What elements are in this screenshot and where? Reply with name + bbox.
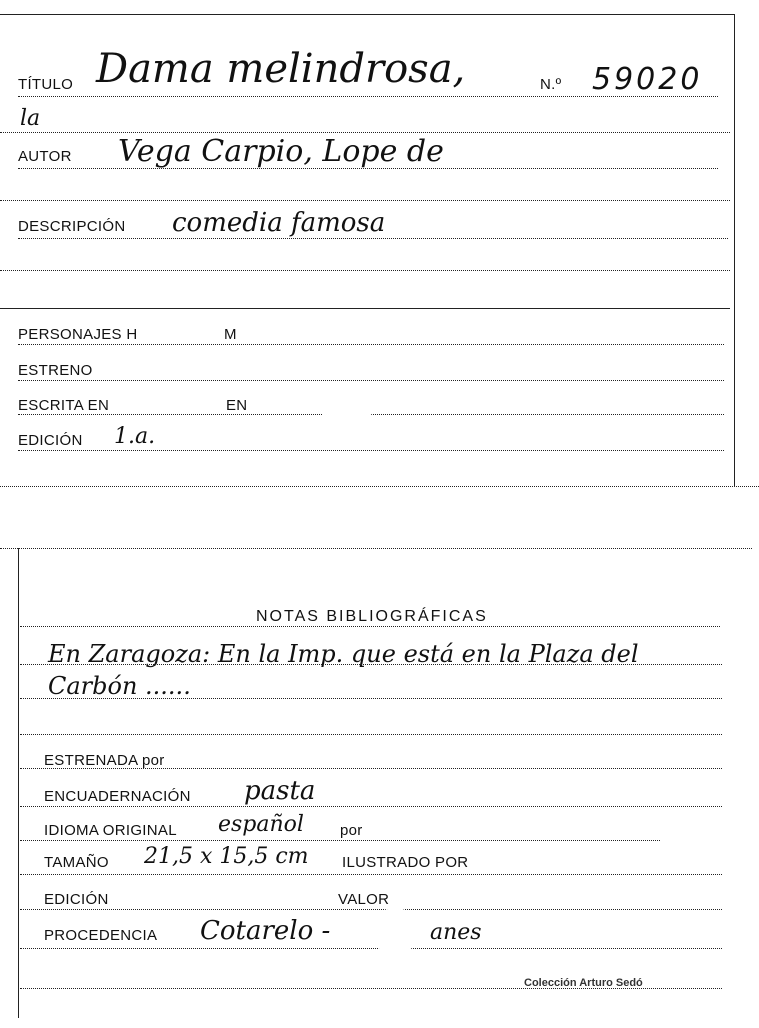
catalog-card-front: [0, 0, 759, 500]
blank-rule-3: [0, 308, 730, 309]
card-top-edge: [0, 14, 735, 15]
notas-rule-3: [20, 734, 722, 735]
notas-rule-2: [20, 698, 722, 699]
edicion-back-label: EDICIÓN: [44, 891, 109, 908]
heading-rule: [20, 626, 720, 627]
punch-hole: [370, 908, 420, 954]
punch-hole: [322, 386, 372, 432]
descripcion-label: DESCRIPCIÓN: [18, 218, 126, 235]
encuadernacion-label: ENCUADERNACIÓN: [44, 788, 191, 805]
edicion-back-rule: [20, 909, 722, 910]
articulo-rule: [0, 132, 730, 133]
card-bottom-edge: [0, 486, 759, 487]
idioma-rule: [20, 840, 660, 841]
card-top-edge: [0, 548, 752, 549]
numero-value: 59020: [592, 62, 703, 97]
notas-line-2: Carbón ......: [48, 672, 191, 700]
estrenada-rule: [20, 768, 722, 769]
edicion-label: EDICIÓN: [18, 432, 83, 449]
estrenada-label: ESTRENADA por: [44, 752, 165, 769]
escrita-en-label: EN: [226, 397, 248, 414]
card-left-edge: [18, 548, 19, 1018]
notas-rule-1: [20, 664, 722, 665]
titulo-value: Dama melindrosa,: [96, 46, 466, 92]
personajes-rule: [18, 344, 724, 345]
autor-value: Vega Carpio, Lope de: [118, 134, 444, 169]
escrita-label: ESCRITA EN: [18, 397, 110, 414]
encuadernacion-value: pasta: [244, 776, 316, 806]
numero-label: N.º: [540, 76, 562, 93]
descripcion-value: comedia famosa: [172, 208, 386, 238]
blank-rule-2: [0, 270, 730, 271]
procedencia-value: Cotarelo -: [200, 916, 331, 946]
idioma-value: español: [218, 812, 304, 837]
descripcion-rule: [18, 238, 728, 239]
blank-rule-1: [0, 200, 730, 201]
bottom-rule: [20, 988, 722, 989]
estreno-label: ESTRENO: [18, 362, 93, 379]
edicion-value: 1.a.: [114, 424, 156, 449]
notas-line-1: En Zaragoza: En la Imp. que está en la Plaza del: [48, 640, 639, 668]
ilustrado-label: ILUSTRADO POR: [342, 854, 469, 871]
edicion-rule: [18, 450, 724, 451]
notas-heading: NOTAS BIBLIOGRÁFICAS: [256, 608, 488, 625]
tamano-value: 21,5 x 15,5 cm: [144, 844, 309, 869]
idioma-label: IDIOMA ORIGINAL: [44, 822, 177, 839]
autor-rule: [18, 168, 718, 169]
estreno-rule: [18, 380, 724, 381]
valor-label: VALOR: [338, 891, 390, 908]
personajes-m-label: M: [224, 326, 237, 343]
procedencia-value-2: anes: [430, 920, 482, 945]
procedencia-rule: [20, 948, 722, 949]
catalog-card-back: [0, 540, 759, 1028]
tamano-label: TAMAÑO: [44, 854, 109, 871]
articulo-value: la: [20, 106, 41, 131]
titulo-label: TÍTULO: [18, 76, 74, 93]
card-right-edge: [734, 14, 735, 486]
titulo-rule: [18, 96, 718, 97]
encuadernacion-rule: [20, 806, 722, 807]
procedencia-label: PROCEDENCIA: [44, 927, 158, 944]
autor-label: AUTOR: [18, 148, 72, 165]
collection-stamp: Colección Arturo Sedó: [524, 977, 643, 989]
personajes-label: PERSONAJES H: [18, 326, 138, 343]
tamano-rule: [20, 874, 722, 875]
idioma-por-label: por: [340, 822, 363, 839]
